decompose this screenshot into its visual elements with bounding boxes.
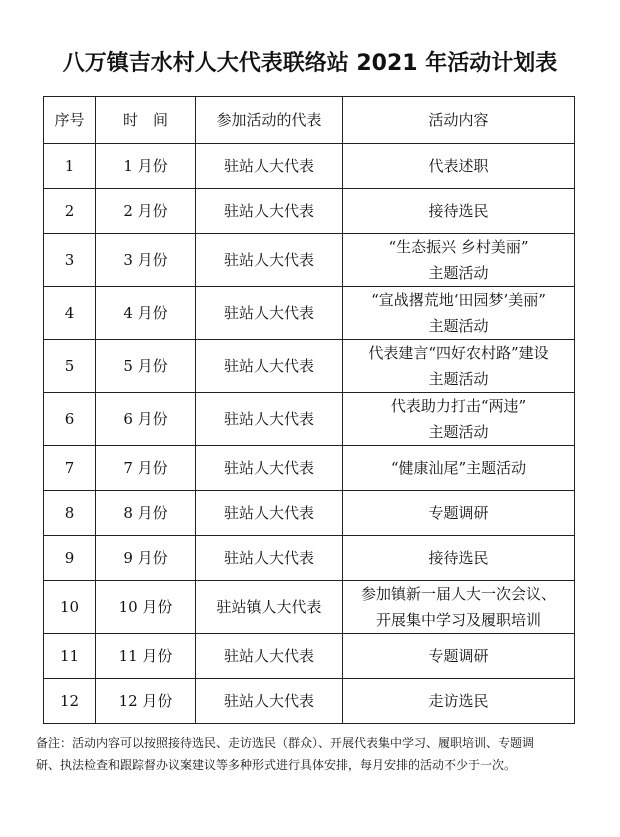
cell-time: 11 月份: [96, 634, 196, 679]
cell-time: 2 月份: [96, 189, 196, 234]
cell-content: [343, 491, 575, 536]
cell-content: [343, 679, 575, 724]
header-seq: 序号: [44, 97, 96, 144]
cell-content: [343, 446, 575, 491]
content-line: 专题调研: [428, 647, 489, 665]
cell-seq: 7: [44, 446, 96, 491]
header-time: 时 间: [96, 97, 196, 144]
table-row: [44, 536, 575, 581]
content-line: 专题调研: [428, 504, 489, 522]
table-row: [44, 491, 575, 536]
cell-seq: 6: [44, 393, 96, 446]
cell-content: [343, 536, 575, 581]
cell-time: 8 月份: [96, 491, 196, 536]
cell-representatives: 驻站人大代表: [196, 287, 343, 340]
table-row: [44, 144, 575, 189]
cell-seq: 4: [44, 287, 96, 340]
content-line: 接待选民: [428, 202, 489, 220]
cell-seq: 8: [44, 491, 96, 536]
remark-note: [36, 732, 586, 776]
cell-content: [343, 340, 575, 393]
cell-seq: 5: [44, 340, 96, 393]
cell-seq: 10: [44, 581, 96, 634]
content-line: 走访选民: [428, 692, 489, 710]
content-line: 主题活动: [428, 317, 489, 335]
cell-time: 6 月份: [96, 393, 196, 446]
cell-representatives: 驻站人大代表: [196, 536, 343, 581]
cell-seq: 11: [44, 634, 96, 679]
cell-time: 3 月份: [96, 234, 196, 287]
cell-content: [343, 393, 575, 446]
cell-time: 4 月份: [96, 287, 196, 340]
content-line: 接待选民: [428, 549, 489, 567]
table-row: [44, 189, 575, 234]
cell-content: [343, 189, 575, 234]
cell-content: [343, 581, 575, 634]
table-row: [44, 446, 575, 491]
cell-representatives: 驻站人大代表: [196, 634, 343, 679]
cell-representatives: 驻站人大代表: [196, 679, 343, 724]
content-line: “宣战撂荒地‘田园梦’美丽”: [371, 291, 546, 309]
content-line: 主题活动: [428, 370, 489, 388]
table-row: [44, 634, 575, 679]
cell-content: [343, 634, 575, 679]
content-line: 参加镇新一届人大一次会议、: [360, 585, 556, 603]
cell-time: 10 月份: [96, 581, 196, 634]
header-content: 活动内容: [343, 97, 575, 144]
cell-time: 12 月份: [96, 679, 196, 724]
cell-seq: 9: [44, 536, 96, 581]
cell-content: [343, 144, 575, 189]
table-row: [44, 679, 575, 724]
content-line: 代表述职: [428, 157, 489, 175]
cell-representatives: 驻站人大代表: [196, 234, 343, 287]
cell-representatives: 驻站人大代表: [196, 491, 343, 536]
cell-time: 9 月份: [96, 536, 196, 581]
content-line: “健康汕尾”主题活动: [390, 459, 527, 477]
cell-representatives: 驻站人大代表: [196, 144, 343, 189]
table-row: [44, 234, 575, 287]
table-row: [44, 287, 575, 340]
table-header-row: [44, 97, 575, 144]
remark-line-2: 研、执法检查和跟踪督办议案建议等多种形式进行具体安排，每月安排的活动不少于一次。: [36, 758, 517, 772]
activity-plan-table: [43, 96, 575, 724]
cell-content: [343, 234, 575, 287]
table-row: [44, 340, 575, 393]
cell-seq: 3: [44, 234, 96, 287]
content-line: 主题活动: [428, 264, 489, 282]
table-row: [44, 581, 575, 634]
cell-representatives: 驻站人大代表: [196, 189, 343, 234]
remark-line-1: 备注：活动内容可以按照接待选民、走访选民（群众）、开展代表集中学习、履职培训、专题调: [36, 736, 535, 750]
cell-content: [343, 287, 575, 340]
content-line: 主题活动: [428, 423, 489, 441]
content-line: 代表建言“四好农村路”建设: [368, 344, 549, 362]
cell-representatives: 驻站人大代表: [196, 340, 343, 393]
cell-time: 5 月份: [96, 340, 196, 393]
cell-representatives: 驻站镇人大代表: [196, 581, 343, 634]
page-title: 八万镇吉水村人大代表联络站 2021 年活动计划表: [62, 51, 558, 76]
content-line: 代表助力打击“两违”: [390, 397, 527, 415]
cell-time: 1 月份: [96, 144, 196, 189]
cell-time: 7 月份: [96, 446, 196, 491]
content-line: 开展集中学习及履职培训: [375, 611, 541, 629]
cell-seq: 2: [44, 189, 96, 234]
cell-representatives: 驻站人大代表: [196, 393, 343, 446]
content-line: “生态振兴 乡村美丽”: [388, 238, 529, 256]
table-row: [44, 393, 575, 446]
header-representatives: 参加活动的代表: [196, 97, 343, 144]
cell-representatives: 驻站人大代表: [196, 446, 343, 491]
cell-seq: 1: [44, 144, 96, 189]
cell-seq: 12: [44, 679, 96, 724]
